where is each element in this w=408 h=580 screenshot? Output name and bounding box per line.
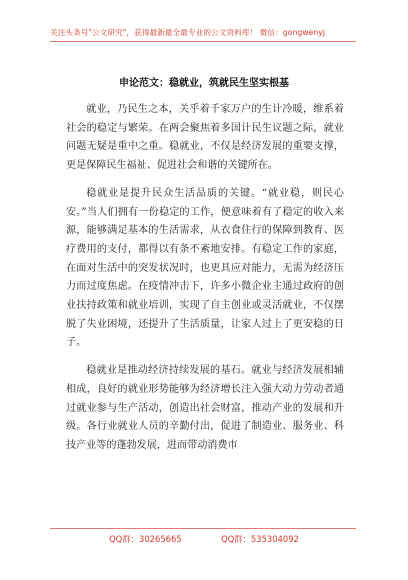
header-divider	[50, 41, 356, 42]
footer-contacts	[0, 533, 408, 545]
header-banner: 关注头条号"公文研究"，获得最新最全最专业的公文资料库！ 微信：gongwenyj	[50, 28, 326, 37]
footer-qq-group-1: QQ群：30265665	[109, 534, 182, 544]
document-title: 申论范文：稳就业，筑就民生坚实根基	[119, 78, 289, 89]
document-body	[66, 101, 344, 465]
paragraph-1: 就业，乃民生之本，关乎着千家万户的生计冷暖，维系着社会的稳定与繁荣。在两会聚焦着多国计民生议题之际，就业问题无疑是重中之重。稳就业，不仅是经济发展的重要支撑，更是保障民生福祉、促进社会和谐的关键所在。	[66, 104, 344, 172]
paragraph-3: 稳就业是推动经济持续发展的基石。就业与经济发展相辅相成，良好的就业形势能够为经济增长注入强大动力劳动者通过就业参与生产活动，创造出社会财富，推动产业的发展和升级。各行业就业人员的辛勤付出，促进了制造业、服务业、科技产业等的蓬勃发展，进而带动消费市	[66, 365, 344, 451]
footer-divider	[50, 528, 356, 529]
footer-qq-group-2: QQ群：535304092	[221, 534, 299, 544]
paragraph-2: 稳就业是提升民众生活品质的关键。“就业稳，则民心安。”当人们拥有一份稳定的工作，便意味着有了稳定的收入来源，能够满足基本的生活需求，从衣食住行的保障到教育、医疗费用的支付，都得以有条不紊地安排。有稳定工作的家庭，在面对生活中的突发状况时，也更具应对能力，无需为经济压力而过度焦虑。在疫情冲击下，许多小微企业主通过政府的创业扶持政策和就业培训，实现了自主创业或灵活就业，不仅摆脱了失业困境，还提升了生活质量，让家人过上了更安稳的日子。	[66, 187, 344, 349]
